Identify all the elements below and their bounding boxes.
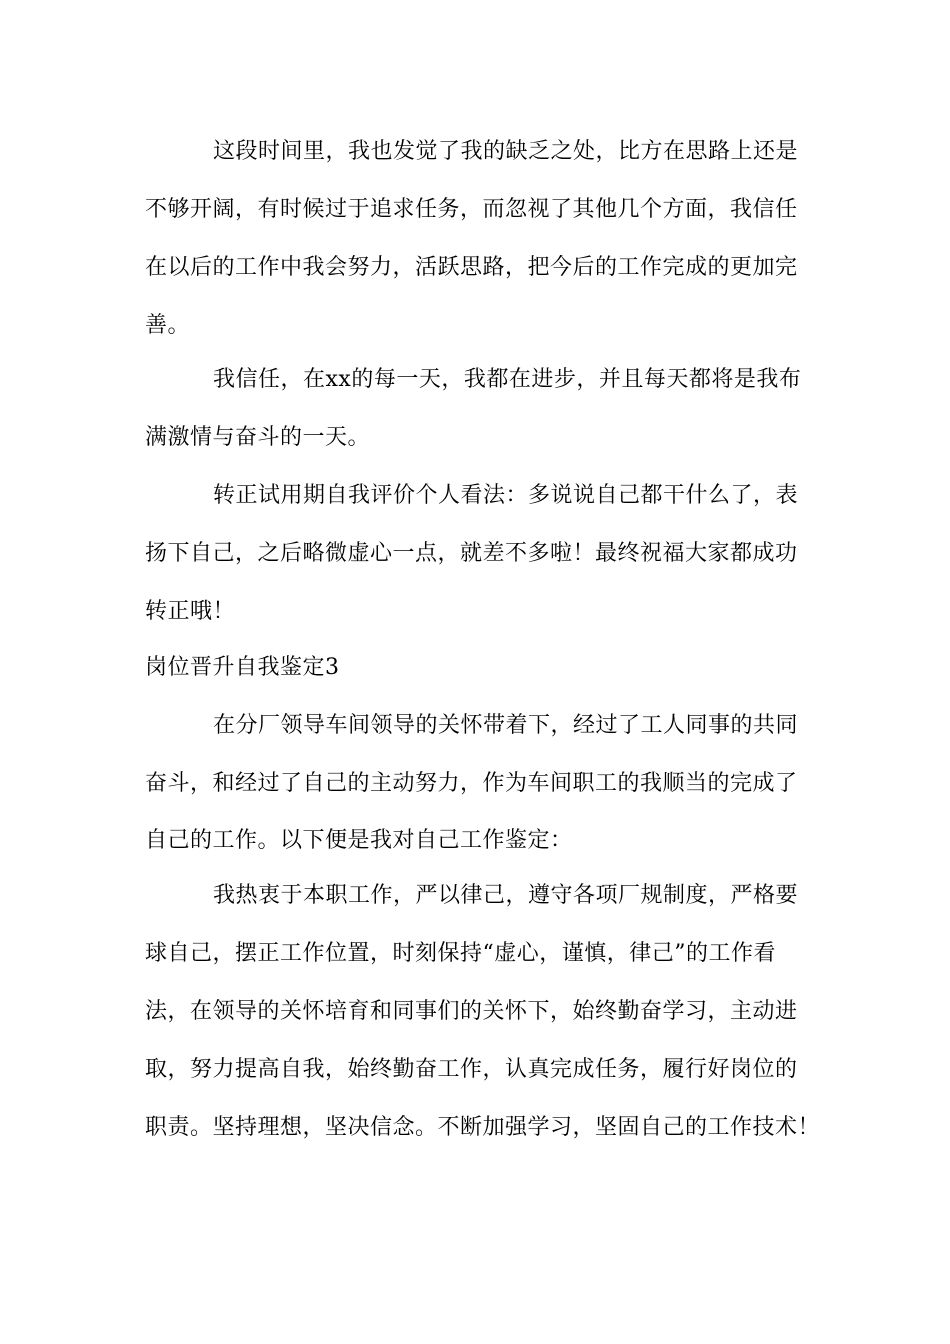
paragraph-1-line-2: 不够开阔，有时候过于追求任务，而忽视了其他几个方面，我信任 — [145, 197, 798, 222]
paragraph-4-line-3: 自己的工作。以下便是我对自己工作鉴定： — [145, 828, 573, 853]
paragraph-5-line-4: 取，努力提高自我，始终勤奋工作，认真完成任务，履行好岗位的 — [145, 1057, 798, 1082]
paragraph-4-line-1: 在分厂领导车间领导的关怀带着下，经过了工人同事的共同 — [213, 713, 799, 738]
paragraph-2-line-1: 我信任，在xx的每一天，我都在进步，并且每天都将是我布 — [213, 367, 802, 392]
paragraph-3-line-1: 转正试用期自我评价个人看法：多说说自己都干什么了，表 — [213, 483, 799, 508]
paragraph-3-line-3: 转正哦！ — [145, 599, 236, 624]
section-heading: 岗位晋升自我鉴定3 — [145, 655, 340, 680]
paragraph-1-line-3: 在以后的工作中我会努力，活跃思路，把今后的工作完成的更加完 — [145, 255, 798, 280]
paragraph-1-line-1: 这段时间里，我也发觉了我的缺乏之处，比方在思路上还是 — [213, 139, 799, 164]
paragraph-2-line-2: 满激情与奋斗的一天。 — [145, 425, 371, 450]
paragraph-5-line-3: 法，在领导的关怀培育和同事们的关怀下，始终勤奋学习，主动进 — [145, 999, 798, 1024]
paragraph-5-line-1: 我热衷于本职工作，严以律己，遵守各项厂规制度，严格要 — [213, 883, 799, 908]
paragraph-1-line-4: 善。 — [145, 313, 191, 338]
paragraph-4-line-2: 奋斗，和经过了自己的主动努力，作为车间职工的我顺当的完成了 — [145, 771, 798, 796]
paragraph-3-line-2: 扬下自己，之后略微虚心一点，就差不多啦！最终祝福大家都成功 — [145, 541, 798, 566]
paragraph-5-line-2: 球自己，摆正工作位置，时刻保持“虚心，谨慎，律己”的工作看 — [145, 941, 776, 966]
paragraph-5-line-5: 职责。坚持理想，坚决信念。不断加强学习，坚固自己的工作技术！ — [145, 1115, 821, 1140]
